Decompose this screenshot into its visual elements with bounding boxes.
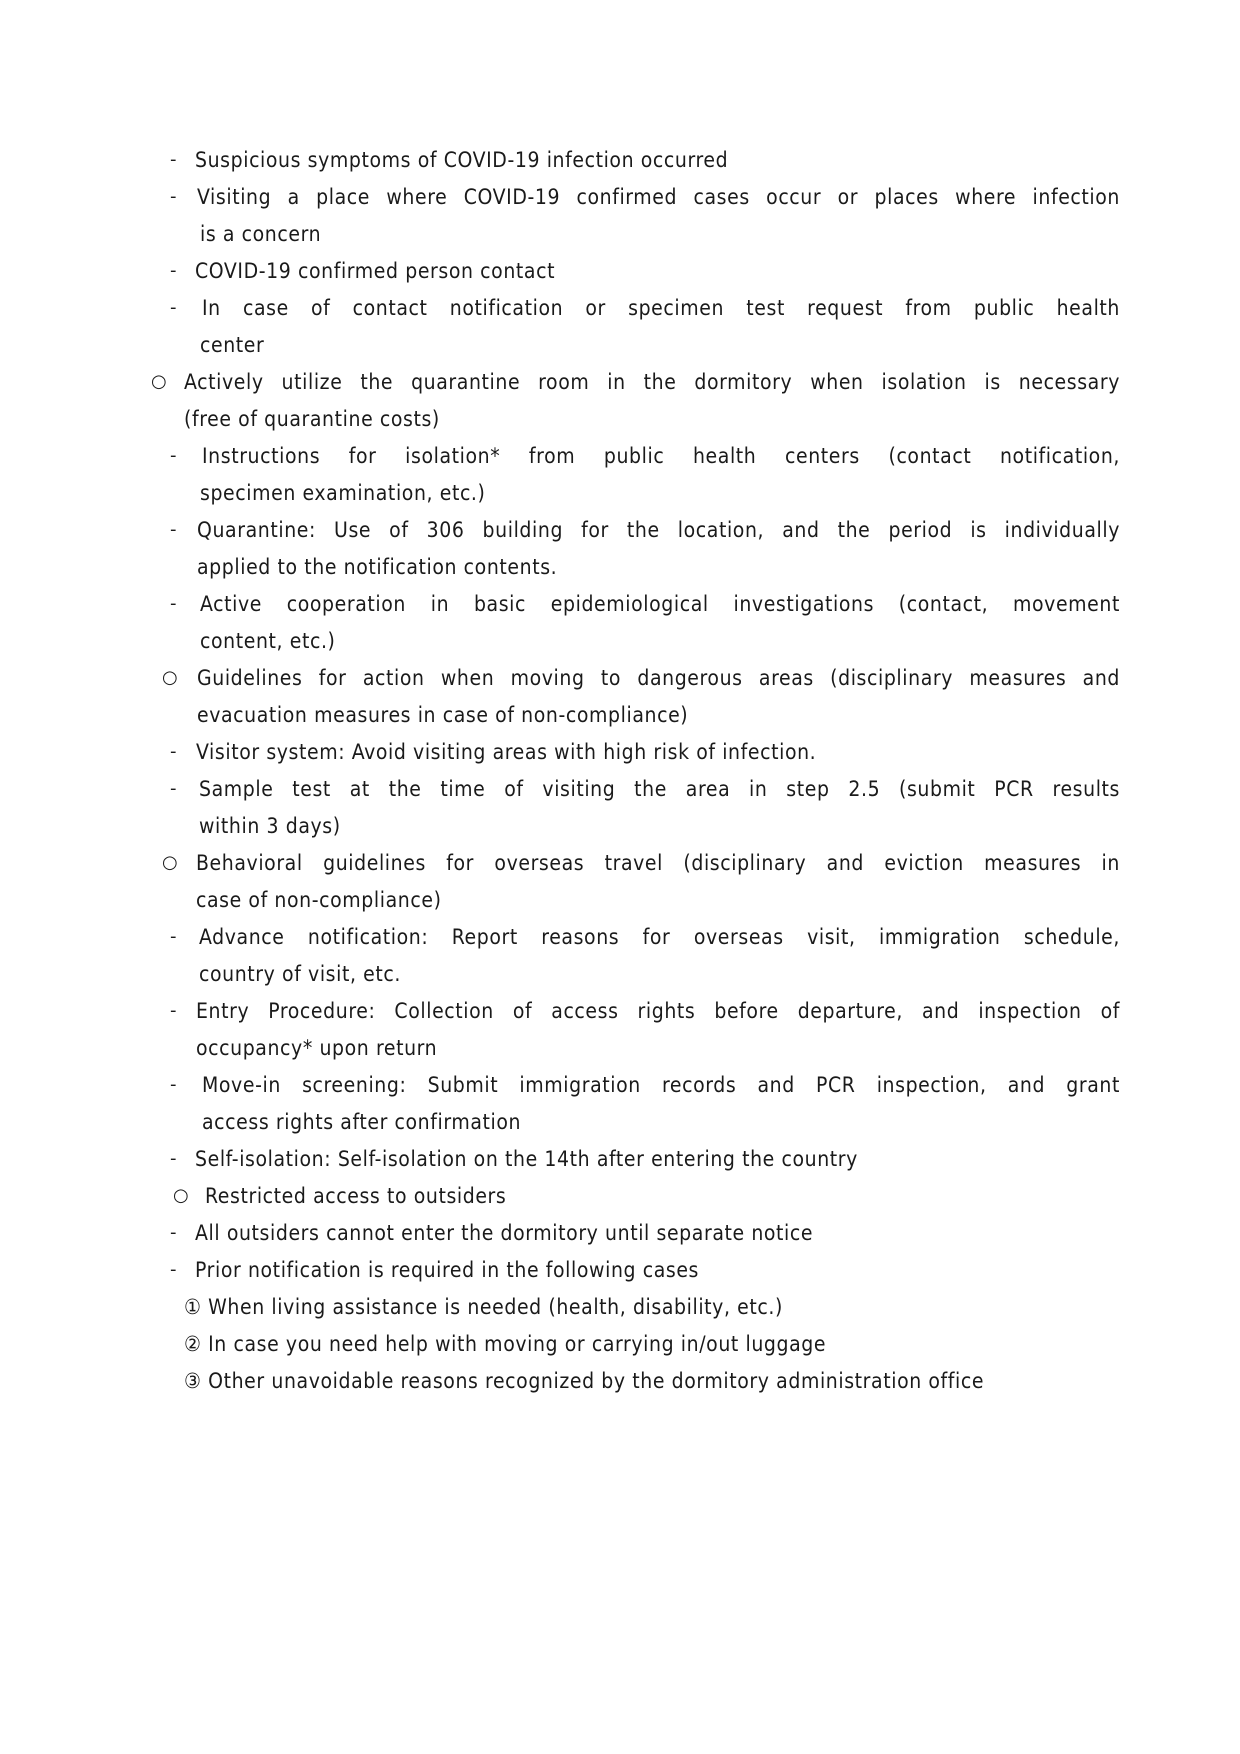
list-item: Suspicious symptoms of COVID-19 infection occurred [195, 148, 729, 172]
list-item: COVID-19 confirmed person contact [195, 259, 556, 283]
list-item: All outsiders cannot enter the dormitory until separate notice [195, 1221, 814, 1245]
section-heading-continuation: case of non-compliance) [196, 888, 442, 912]
dash-bullet: - [170, 1074, 177, 1095]
list-item-continuation: country of visit, etc. [199, 962, 401, 986]
section-heading-continuation: (free of quarantine costs) [184, 407, 440, 431]
list-item-continuation: center [200, 333, 265, 357]
list-item: In case of contact notification or specimen test request from public health [202, 296, 1120, 320]
list-item-continuation: is a concern [200, 222, 322, 246]
dash-bullet: - [170, 1259, 177, 1280]
dash-bullet: - [170, 519, 177, 540]
list-item-continuation: content, etc.) [200, 629, 336, 653]
list-item: Advance notification: Report reasons for overseas visit, immigration schedule, [199, 925, 1120, 949]
section-heading: Actively utilize the quarantine room in the dormitory when isolation is necessary [184, 370, 1120, 394]
list-item: Visitor system: Avoid visiting areas with high risk of infection. [196, 740, 817, 764]
dash-bullet: - [170, 1222, 177, 1243]
dash-bullet: - [170, 297, 177, 318]
list-item: Prior notification is required in the following cases [195, 1258, 699, 1282]
dash-bullet: - [170, 260, 177, 281]
dash-bullet: - [170, 1000, 177, 1021]
list-item: Sample test at the time of visiting the area in step 2.5 (submit PCR results [199, 777, 1120, 801]
dash-bullet: - [170, 593, 177, 614]
list-item-continuation: applied to the notification contents. [197, 555, 558, 579]
list-item: Move-in screening: Submit immigration records and PCR inspection, and grant [202, 1073, 1120, 1097]
numbered-item: ② In case you need help with moving or carrying in/out luggage [184, 1332, 827, 1356]
numbered-item: ③ Other unavoidable reasons recognized by the dormitory administration office [184, 1369, 985, 1393]
dash-bullet: - [170, 741, 177, 762]
list-item: Active cooperation in basic epidemiological investigations (contact, movement [200, 592, 1120, 616]
list-item: Entry Procedure: Collection of access rights before departure, and inspection of [196, 999, 1120, 1023]
dash-bullet: - [170, 186, 177, 207]
list-item: Visiting a place where COVID-19 confirmed cases occur or places where infection [197, 185, 1120, 209]
list-item-continuation: within 3 days) [199, 814, 341, 838]
circle-bullet: ○ [162, 852, 178, 873]
list-item-continuation: specimen examination, etc.) [200, 481, 486, 505]
section-heading: Behavioral guidelines for overseas travel (disciplinary and eviction measures in [196, 851, 1120, 875]
section-heading: Guidelines for action when moving to dangerous areas (disciplinary measures and [197, 666, 1120, 690]
circle-bullet: ○ [151, 371, 167, 392]
section-heading-continuation: evacuation measures in case of non-compliance) [197, 703, 689, 727]
list-item-continuation: occupancy* upon return [196, 1036, 438, 1060]
list-item: Quarantine: Use of 306 building for the location, and the period is individually [197, 518, 1120, 542]
numbered-item: ① When living assistance is needed (health, disability, etc.) [184, 1295, 783, 1319]
dash-bullet: - [170, 149, 177, 170]
dash-bullet: - [170, 445, 177, 466]
list-item-continuation: access rights after confirmation [202, 1110, 522, 1134]
dash-bullet: - [170, 778, 177, 799]
circle-bullet: ○ [162, 667, 178, 688]
dash-bullet: - [170, 926, 177, 947]
section-heading: Restricted access to outsiders [205, 1184, 507, 1208]
list-item: Instructions for isolation* from public health centers (contact notification, [202, 444, 1120, 468]
circle-bullet: ○ [173, 1185, 189, 1206]
dash-bullet: - [170, 1148, 177, 1169]
list-item: Self-isolation: Self-isolation on the 14th after entering the country [195, 1147, 858, 1171]
